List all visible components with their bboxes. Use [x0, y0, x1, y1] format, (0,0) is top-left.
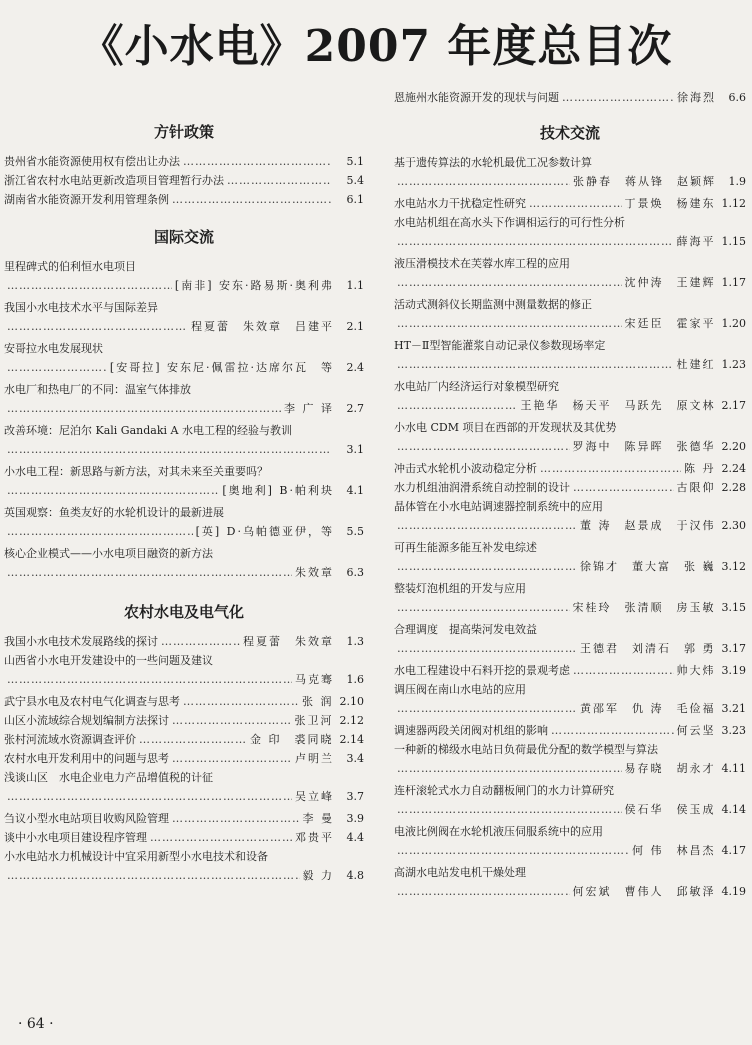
entry-title: 贵州省水能资源使用权有偿出让办法: [4, 155, 180, 168]
toc-entry: [4, 847, 364, 885]
entry-authors: 徐海烈: [677, 91, 716, 104]
toc-line: [4, 190, 364, 209]
entry-page: 2.17: [721, 399, 746, 412]
toc-entry: [4, 152, 364, 171]
leader-dots: [397, 800, 622, 819]
entry-page: 2.28: [721, 481, 746, 494]
toc-entry: [4, 768, 364, 806]
entry-page: 6.1: [346, 193, 364, 206]
entry-page: 6.3: [346, 566, 364, 579]
leader-dots: [7, 481, 219, 500]
entry-page: 5.4: [346, 174, 364, 187]
entry-page: 3.19: [721, 664, 746, 677]
toc-entry: [4, 190, 364, 209]
toc-line: [394, 478, 746, 497]
leader-dots: [397, 699, 577, 718]
toc-line-title: [394, 336, 746, 355]
leader-dots: [7, 866, 300, 885]
entry-authors: 侯石华 侯玉成: [624, 803, 716, 816]
entry-title: 小水电 CDM 项目在西部的开发现状及其优势: [394, 421, 617, 434]
entry-page: 6.6: [728, 91, 746, 104]
section-heading: 农村水电及电气化: [123, 603, 244, 621]
toc-entry: [4, 749, 364, 768]
leader-dots: [397, 314, 622, 333]
toc-line-author: [394, 355, 746, 374]
entry-authors: 徐锦才 董大富 张 巍: [580, 560, 716, 573]
entry-authors: 何宏斌 曹伟人 邱敏泽: [572, 885, 716, 898]
toc-entry: [4, 544, 364, 582]
leader-dots: [397, 759, 622, 778]
entry-authors: 丁景焕 杨建东: [624, 197, 716, 210]
toc-entry: [4, 339, 364, 377]
toc-line: [4, 632, 364, 651]
entry-authors: 张卫河: [294, 714, 334, 727]
toc-line-author: [4, 317, 364, 336]
toc-line-author: [394, 699, 746, 718]
entry-authors: [南非] 安东·路易斯·奥利弗: [174, 279, 334, 292]
leader-dots: [397, 882, 570, 901]
section-heading: 国际交流: [153, 228, 214, 246]
entry-title: 里程碑式的伯利恒水电项目: [4, 260, 136, 273]
entry-page: 1.3: [346, 635, 364, 648]
leader-dots: [529, 194, 622, 213]
entry-authors: 卢明兰: [295, 752, 334, 765]
toc-entry: [394, 863, 746, 901]
entry-title: 合理调度 提高柴河发电效益: [394, 623, 537, 636]
toc-entry: [394, 740, 746, 778]
leader-dots: [7, 358, 107, 377]
entry-page: 3.23: [721, 724, 746, 737]
toc-entry: [394, 88, 746, 107]
entry-authors: 宋桂玲 张清顺 房玉敏: [572, 601, 716, 614]
entry-page: 4.8: [346, 869, 364, 882]
toc-line-title: [394, 740, 746, 759]
entry-title: 水电站机组在高水头下作调相运行的可行性分析: [394, 216, 625, 229]
toc-line-title: [394, 579, 746, 598]
toc-line-author: [394, 598, 746, 617]
entry-authors: 王艳华 杨天平 马跃先 原文林: [520, 399, 716, 412]
entry-authors: 沈仲涛 王建辉: [624, 276, 716, 289]
leader-dots: [7, 522, 193, 541]
toc-line-author: [4, 522, 364, 541]
toc-entry: [4, 730, 364, 749]
toc-line: [394, 88, 746, 107]
section-heading: 技术交流: [539, 124, 600, 142]
entry-page: 2.1: [346, 320, 364, 333]
toc-line-author: [394, 882, 746, 901]
toc-line: [4, 828, 364, 847]
entry-title: 浙江省农村水电站更新改造项目管理暂行办法: [4, 174, 224, 187]
toc-entry: [394, 661, 746, 680]
toc-line: [394, 459, 746, 478]
entry-page: 5.1: [346, 155, 364, 168]
leader-dots: [172, 190, 331, 209]
entry-title: 一种新的梯级水电站日负荷最优分配的数学模型与算法: [394, 743, 658, 756]
leader-dots: [7, 317, 188, 336]
toc-entry: [394, 153, 746, 191]
entry-title: 调速器两段关闭阀对机组的影响: [394, 724, 548, 737]
right-column: [394, 88, 746, 904]
entry-title: 刍议小型水电站项目收购风险管理: [4, 812, 169, 825]
toc-line: [4, 692, 364, 711]
toc-line-title: [394, 822, 746, 841]
entry-page: 4.17: [721, 844, 746, 857]
leader-dots: [397, 273, 622, 292]
entry-title: 山西省小水电开发建设中的一些问题及建议: [4, 654, 213, 667]
entry-authors: [英] D·乌帕德亚伊，等: [195, 525, 334, 538]
leader-dots: [397, 516, 577, 535]
entry-page: 4.4: [346, 831, 364, 844]
entry-page: 3.15: [721, 601, 746, 614]
entry-authors: 毅 力: [302, 869, 334, 882]
entry-authors: 李 广 译: [284, 402, 334, 415]
toc-line-author: [394, 759, 746, 778]
toc-entry: [394, 579, 746, 617]
toc-line: [394, 721, 746, 740]
leader-dots: [7, 670, 292, 689]
entry-title: 水电站厂内经济运行对象模型研究: [394, 380, 559, 393]
entry-authors: 黄邵军 仇 涛 毛俭福: [580, 702, 716, 715]
page-number: · 64 ·: [18, 1016, 54, 1032]
toc-entry: [394, 478, 746, 497]
toc-entry: [394, 254, 746, 292]
toc-line-title: [4, 651, 364, 670]
entry-title: 英国观察：鱼类友好的水轮机设计的最新进展: [4, 506, 224, 519]
toc-line-title: [4, 339, 364, 358]
toc-line-title: [394, 153, 746, 172]
entry-page: 3.1: [346, 443, 364, 456]
toc-entry: [394, 336, 746, 374]
entry-authors: 古限仰: [676, 481, 716, 494]
entry-page: 4.11: [721, 762, 746, 775]
toc-line-author: [4, 481, 364, 500]
entry-page: 2.4: [346, 361, 364, 374]
toc-line-author: [4, 866, 364, 885]
toc-line-author: [4, 563, 364, 582]
entry-authors: 杜建红: [676, 358, 716, 371]
toc-line-author: [394, 800, 746, 819]
toc-line-title: [4, 257, 364, 276]
toc-entry: [394, 213, 746, 251]
toc-line-author: [394, 172, 746, 191]
entry-authors: 张 润: [302, 695, 334, 708]
entry-page: 4.14: [721, 803, 746, 816]
toc-entry: [4, 692, 364, 711]
leader-dots: [540, 459, 681, 478]
toc-line: [394, 194, 746, 213]
entry-page: 3.7: [346, 790, 364, 803]
toc-line-title: [394, 295, 746, 314]
entry-page: 3.4: [346, 752, 364, 765]
toc-line-title: [4, 503, 364, 522]
toc-entry: [394, 418, 746, 456]
entry-title: 湖南省水能资源开发利用管理条例: [4, 193, 169, 206]
toc-entry: [4, 298, 364, 336]
leader-dots: [183, 692, 299, 711]
leader-dots: [397, 437, 570, 456]
entry-title: 水电厂和热电厂的不同：温室气体排放: [4, 383, 191, 396]
entry-title: 改善环境：尼泊尔 Kali Gandaki A 水电工程的经验与教训: [4, 424, 292, 437]
leader-dots: [172, 749, 292, 768]
toc-line-title: [4, 380, 364, 399]
toc-entry: [394, 497, 746, 535]
entry-title: 高湖水电站发电机干燥处理: [394, 866, 526, 879]
entry-page: 4.19: [721, 885, 746, 898]
entry-authors: 帅大炜: [676, 664, 716, 677]
toc-line-title: [394, 418, 746, 437]
toc-line: [4, 749, 364, 768]
entry-title: 小水电工程：新思路与新方法，对其未来至关重要吗？: [4, 465, 268, 478]
leader-dots: [150, 828, 292, 847]
toc-entry: [4, 257, 364, 295]
entry-title: 恩施州水能资源开发的现状与问题: [394, 91, 559, 104]
entry-page: 3.17: [721, 642, 746, 655]
toc-line-title: [4, 847, 364, 866]
toc-line: [4, 171, 364, 190]
toc-line-title: [394, 377, 746, 396]
toc-entry: [4, 809, 364, 828]
toc-entry: [394, 295, 746, 333]
toc-line-title: [394, 620, 746, 639]
toc-entry: [4, 380, 364, 418]
leader-dots: [7, 787, 292, 806]
toc-line: [4, 730, 364, 749]
entry-title: 安哥拉水电发展现状: [4, 342, 103, 355]
entry-title: 连杆滚轮式水力自动翻板闸门的水力计算研究: [394, 784, 614, 797]
toc-line-author: [394, 639, 746, 658]
toc-entry: [394, 781, 746, 819]
toc-line-title: [4, 421, 364, 440]
entry-page: 1.12: [721, 197, 746, 210]
leader-dots: [573, 661, 674, 680]
leader-dots: [139, 730, 247, 749]
toc-line-title: [4, 768, 364, 787]
entry-authors: [安哥拉] 安东尼·佩雷拉·达席尔瓦 等: [109, 361, 334, 374]
toc-line-title: [394, 863, 746, 882]
entry-title: 张村河流域水资源调查评价: [4, 733, 136, 746]
leader-dots: [397, 396, 518, 415]
entry-title: 电液比例阀在水轮机液压伺服系统中的应用: [394, 825, 603, 838]
toc-entry: [394, 822, 746, 860]
toc-line-title: [394, 497, 746, 516]
entry-title: 晶体管在小水电站调速器控制系统中的应用: [394, 500, 603, 513]
leader-dots: [183, 152, 331, 171]
entry-page: 1.1: [346, 279, 364, 292]
entry-title: 谈中小水电项目建设程序管理: [4, 831, 147, 844]
entry-authors: 罗海中 陈异晖 张德华: [572, 440, 716, 453]
toc-line-author: [394, 516, 746, 535]
toc-line-author: [394, 232, 746, 251]
leader-dots: [562, 88, 674, 107]
toc-line-author: [4, 276, 364, 295]
toc-line-title: [4, 544, 364, 563]
leader-dots: [397, 172, 570, 191]
entry-authors: [奥地利] B·帕利块: [222, 484, 334, 497]
entry-title: 山区小流域综合规划编制方法探讨: [4, 714, 169, 727]
entry-title: 整装灯泡机组的开发与应用: [394, 582, 526, 595]
leader-dots: [551, 721, 674, 740]
entry-page: 1.23: [721, 358, 746, 371]
entry-title: 农村水电开发利用中的问题与思考: [4, 752, 169, 765]
toc-entry: [4, 828, 364, 847]
entry-page: 1.20: [721, 317, 746, 330]
leader-dots: [397, 639, 577, 658]
entry-authors: 薛海平: [676, 235, 716, 248]
toc-line-title: [394, 538, 746, 557]
leader-dots: [161, 632, 240, 651]
entry-page: 3.21: [721, 702, 746, 715]
entry-title: 液压滑模技术在芙蓉水库工程的应用: [394, 257, 570, 270]
toc-line: [4, 711, 364, 730]
entry-authors: 程夏蕾 朱效章 吕建平: [191, 320, 334, 333]
toc-line: [4, 809, 364, 828]
entry-title: 可再生能源多能互补发电综述: [394, 541, 537, 554]
entry-authors: 陈 丹: [684, 462, 716, 475]
entry-page: 3.12: [721, 560, 746, 573]
entry-title: 基于遗传算法的水轮机最优工况参数计算: [394, 156, 592, 169]
page-title: 《小水电》2007 年度总目次: [79, 21, 673, 72]
leader-dots: [172, 809, 300, 828]
toc-line: [394, 661, 746, 680]
toc-line-author: [394, 841, 746, 860]
toc-line-author: [394, 557, 746, 576]
toc-line-title: [394, 254, 746, 273]
toc-line-title: [394, 680, 746, 699]
entry-page: 5.5: [346, 525, 364, 538]
toc-entry: [394, 459, 746, 478]
entry-title: 我国小水电技术水平与国际差异: [4, 301, 158, 314]
toc-line-author: [394, 273, 746, 292]
leader-dots: [172, 711, 292, 730]
entry-title: 活动式测斜仪长期监测中测量数据的修正: [394, 298, 592, 311]
section-heading: 方针政策: [153, 123, 214, 141]
leader-dots: [7, 399, 281, 418]
entry-title: 水力机组油润滑系统自动控制的设计: [394, 481, 570, 494]
entry-authors: 李 曼: [302, 812, 334, 825]
toc-entry: [394, 680, 746, 718]
entry-authors: 张静春 蒋从锋 赵颖辉: [573, 175, 716, 188]
entry-page: 1.9: [728, 175, 746, 188]
entry-title: 水电站水力干扰稳定性研究: [394, 197, 526, 210]
left-column: [4, 88, 364, 888]
entry-page: 2.14: [339, 733, 364, 746]
entry-page: 2.7: [346, 402, 364, 415]
entry-page: 1.17: [721, 276, 746, 289]
toc-entry: [4, 632, 364, 651]
toc-entry: [4, 711, 364, 730]
toc-entry: [4, 651, 364, 689]
entry-page: 2.12: [339, 714, 364, 727]
leader-dots: [227, 171, 331, 190]
entry-page: 3.9: [346, 812, 364, 825]
entry-authors: 邓贵平: [295, 831, 334, 844]
entry-title: 核心企业模式——小水电项目融资的新方法: [4, 547, 213, 560]
toc-entry: [394, 620, 746, 658]
leader-dots: [397, 355, 674, 374]
toc-line-author: [4, 440, 364, 459]
toc-entry: [394, 721, 746, 740]
toc-entry: [4, 462, 364, 500]
entry-title: 调压阀在南山水电站的应用: [394, 683, 526, 696]
entry-authors: 董 涛 赵景成 于汉伟: [580, 519, 716, 532]
toc-line-title: [394, 781, 746, 800]
entry-page: 2.10: [339, 695, 364, 708]
toc-entry: [394, 194, 746, 213]
toc-line-title: [4, 298, 364, 317]
toc-line-title: [4, 462, 364, 481]
toc-line-author: [394, 437, 746, 456]
entry-authors: 程夏蕾 朱效章: [243, 635, 334, 648]
toc-line-author: [4, 670, 364, 689]
entry-title: 小水电站水力机械设计中宜采用新型小水电技术和设备: [4, 850, 268, 863]
entry-authors: 何云坚: [676, 724, 716, 737]
entry-page: 2.30: [721, 519, 746, 532]
entry-page: 2.24: [721, 462, 746, 475]
entry-title: 浅谈山区 水电企业电力产品增值税的计征: [4, 771, 213, 784]
toc-line-title: [394, 213, 746, 232]
entry-authors: 王德君 刘清石 郭 勇: [580, 642, 716, 655]
leader-dots: [573, 478, 674, 497]
toc-line-author: [4, 399, 364, 418]
leader-dots: [397, 232, 674, 251]
toc-entry: [4, 503, 364, 541]
toc-line-author: [394, 314, 746, 333]
entry-authors: 何 伟 林昌杰: [632, 844, 716, 857]
entry-authors: 马克骞: [295, 673, 334, 686]
entry-page: 4.1: [346, 484, 364, 497]
leader-dots: [7, 440, 331, 459]
leader-dots: [7, 276, 172, 295]
leader-dots: [397, 598, 570, 617]
toc-line-author: [4, 787, 364, 806]
entry-authors: 金 印 裘同晓: [250, 733, 334, 746]
toc-line-author: [394, 396, 746, 415]
entry-authors: 宋廷臣 霍家平: [624, 317, 716, 330]
entry-authors: 吴立峰: [295, 790, 334, 803]
toc-line: [4, 152, 364, 171]
entry-title: 水电工程建设中石料开挖的景观考虑: [394, 664, 570, 677]
entry-page: 2.20: [721, 440, 746, 453]
toc-entry: [394, 377, 746, 415]
entry-authors: 易存晓 胡永才: [624, 762, 716, 775]
leader-dots: [397, 557, 577, 576]
entry-title: 冲击式水轮机小波动稳定分析: [394, 462, 537, 475]
toc-line-author: [4, 358, 364, 377]
entry-authors: 朱效章: [295, 566, 334, 579]
leader-dots: [7, 563, 292, 582]
toc-entry: [4, 421, 364, 459]
entry-page: 1.15: [721, 235, 746, 248]
entry-page: 1.6: [346, 673, 364, 686]
entry-title: 武宁县水电及农村电气化调查与思考: [4, 695, 180, 708]
toc-entry: [4, 171, 364, 190]
toc-entry: [394, 538, 746, 576]
entry-title: 我国小水电技术发展路线的探讨: [4, 635, 158, 648]
leader-dots: [397, 841, 629, 860]
entry-title: HT－Ⅱ型智能灌浆自动记录仪参数现场率定: [394, 339, 606, 352]
